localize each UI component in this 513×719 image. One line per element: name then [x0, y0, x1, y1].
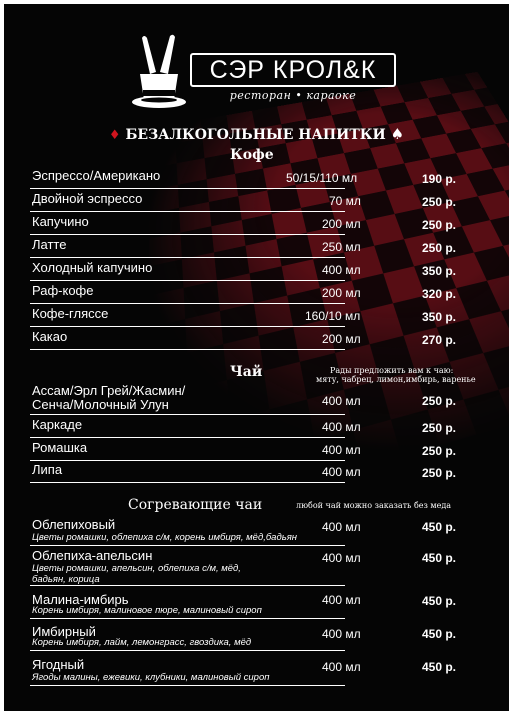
item-name: Облепиховый — [32, 517, 116, 532]
item-volume: 400 мл — [322, 443, 361, 457]
item-price: 250 р. — [421, 394, 456, 408]
item-description: Цветы ромашки, облепиха с/м, корень имбиря, мёд,бадьян — [32, 532, 298, 543]
logo-tagline: ресторан • караоке — [229, 89, 357, 102]
top-hat-with-bunny-ears-icon — [130, 34, 188, 114]
tea-note-line: Рады предложить вам к чаю: — [330, 366, 454, 375]
item-volume: 160/10 мл — [305, 309, 361, 323]
item-volume: 200 мл — [322, 332, 361, 346]
item-name: Липа — [32, 462, 63, 477]
item-volume: 400 мл — [322, 551, 361, 565]
divider — [30, 618, 345, 619]
item-volume: 400 мл — [322, 465, 361, 479]
divider — [30, 650, 345, 651]
divider — [30, 545, 345, 546]
item-description: Ягоды малины, ежевики, клубники, малиновый сироп — [32, 672, 270, 683]
menu-item-row — [30, 517, 361, 546]
divider — [30, 326, 345, 327]
menu-item-row — [30, 214, 361, 235]
item-price: 190 р. — [421, 172, 456, 186]
item-price: 250 р. — [421, 218, 456, 232]
item-name: Имбирный — [32, 624, 96, 639]
item-name: Ромашка — [32, 440, 88, 455]
menu-item-row — [30, 657, 361, 686]
logo-name: СЭР КРОЛ&К — [190, 53, 396, 87]
divider — [30, 188, 345, 189]
menu-item-row — [30, 462, 361, 483]
item-price: 250 р. — [421, 444, 456, 458]
item-price: 270 р. — [421, 333, 456, 347]
item-price: 250 р. — [421, 421, 456, 435]
menu-item-row — [30, 440, 361, 461]
heading-title: БЕЗАЛКОГОЛЬНЫЕ НАПИТКИ — [125, 127, 386, 143]
item-volume: 400 мл — [322, 660, 361, 674]
item-volume: 250 мл — [322, 240, 361, 254]
item-name: Эспрессо/Американо — [32, 168, 161, 183]
item-price: 350 р. — [421, 264, 456, 278]
item-volume: 400 мл — [322, 520, 361, 534]
item-name-line: Ассам/Эрл Грей/Жасмин/ — [32, 383, 186, 398]
item-name: Капучино — [32, 214, 89, 229]
item-volume: 70 мл — [329, 194, 361, 208]
item-volume: 50/15/110 мл — [286, 171, 358, 185]
item-name: Латте — [32, 237, 67, 252]
item-volume: 400 мл — [322, 627, 361, 641]
menu-item-row — [30, 306, 361, 327]
divider — [30, 349, 345, 350]
menu-item-row — [30, 329, 361, 350]
diamond-suit-icon: ♦ — [108, 128, 121, 143]
item-price: 450 р. — [421, 594, 456, 608]
divider — [30, 280, 345, 281]
item-price: 250 р. — [421, 466, 456, 480]
item-price: 450 р. — [421, 551, 456, 565]
item-volume: 400 мл — [322, 593, 361, 607]
tea-note — [316, 366, 476, 384]
item-name: Облепиха-апельсин — [32, 548, 153, 563]
menu-item-row — [30, 237, 361, 258]
item-name: Раф-кофе — [32, 283, 94, 298]
menu-item-row — [30, 191, 361, 212]
menu-item-row — [30, 283, 361, 304]
item-price: 450 р. — [421, 660, 456, 674]
menu-item-row — [30, 592, 361, 619]
divider — [30, 685, 345, 686]
menu-item-row — [30, 624, 361, 651]
divider — [30, 414, 345, 415]
divider — [30, 303, 345, 304]
warming-note: любой чай можно заказать без меда — [296, 501, 452, 510]
item-name: Двойной эспрессо — [32, 191, 143, 206]
coffee-section-title: Кофе — [230, 147, 274, 163]
item-name: Малина-имбирь — [32, 592, 129, 607]
divider — [30, 460, 345, 461]
tea-note-line: мяту, чабрец, лимон,имбирь, варенье — [316, 375, 476, 384]
menu-item-row — [30, 383, 361, 415]
item-volume: 400 мл — [322, 394, 361, 408]
item-description-line: Цветы ромашки, апельсин, облепиха с/м, мёд, — [32, 563, 241, 574]
item-description — [32, 563, 241, 585]
item-price: 250 р. — [421, 195, 456, 209]
tea-section-title: Чай — [230, 364, 263, 380]
menu-item-row — [30, 417, 361, 438]
menu-item-row — [30, 548, 361, 586]
spade-suit-icon: ♠ — [390, 125, 405, 143]
divider — [30, 585, 345, 586]
menu-page — [4, 4, 509, 711]
item-description-line: бадьян, корица — [32, 574, 100, 585]
item-name — [32, 384, 185, 412]
divider — [30, 211, 345, 212]
item-name: Кофе-гляссе — [32, 306, 109, 321]
divider — [30, 437, 345, 438]
section-heading — [4, 125, 509, 143]
item-volume: 200 мл — [322, 286, 361, 300]
restaurant-logo — [130, 34, 400, 114]
item-name: Ягодный — [32, 657, 85, 672]
warming-section-title: Согревающие чаи — [128, 497, 263, 513]
item-price: 350 р. — [421, 310, 456, 324]
menu-item-row — [30, 260, 361, 281]
item-name-line: Сенча/Молочный Улун — [32, 397, 169, 412]
item-price: 450 р. — [421, 520, 456, 534]
item-price: 320 р. — [421, 287, 456, 301]
item-volume: 200 мл — [322, 217, 361, 231]
menu-item-row — [30, 168, 358, 189]
item-volume: 400 мл — [322, 420, 361, 434]
item-name: Холодный капучино — [32, 260, 153, 275]
divider — [30, 482, 345, 483]
item-name: Какао — [32, 329, 68, 344]
item-description: Корень имбиря, малиновое пюре, малиновый сироп — [32, 605, 262, 616]
divider — [30, 234, 345, 235]
item-name: Каркаде — [32, 417, 83, 432]
item-description: Корень имбиря, лайм, лемонграсс, гвоздика, мёд — [32, 637, 252, 648]
item-price: 250 р. — [421, 241, 456, 255]
divider — [30, 257, 345, 258]
item-price: 450 р. — [421, 627, 456, 641]
item-volume: 400 мл — [322, 263, 361, 277]
